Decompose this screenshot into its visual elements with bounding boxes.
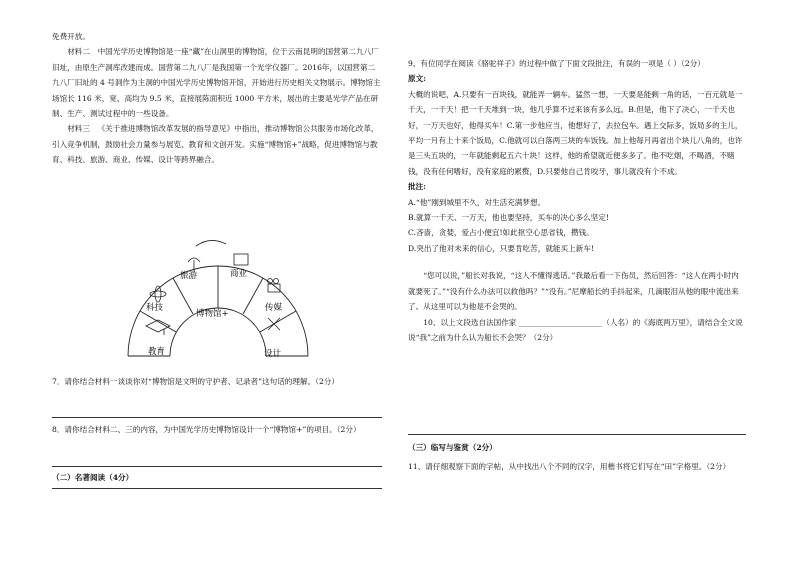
original-text: 大概的说吧，A.只要有一百块钱，就能弄一辆车。猛然一想，一天要是能剩一角的话，一百元就是一千天，一千天！把一千天堆到一块，他几乎算不过来该有多么远。B.但是，他下了决心，一千天也好，一万天也好，他得买车！C.第一步他应当，他想好了，去拉包车。遇上交际多，饭局多的主儿，平均一月有上十来个饭局，C.他就可以白落两三块的车饭钱。加上他每月再省出个块儿八角的，也许是三头五块的，一年就能剩起五六十块！这样，他的希望就近便多多了。他不吃烟，不喝酒，不赌钱，没有任何嗜好，没有家庭的累赘，D.只要他自己肯咬牙，事儿就没有个不成。 — [408, 89, 743, 176]
segment-tourism: 旅游 — [180, 271, 198, 281]
right-column — [408, 0, 746, 345]
question-7: 7．请你结合材料一谈谈你对“博物馆是文明的守护者、记录者”这句话的理解。（2分） — [52, 377, 339, 386]
section-3-heading: （三）临写与鉴赏（2分） — [408, 443, 497, 452]
original-text-label: 原文: — [408, 74, 426, 84]
pencil-ruler-icon — [268, 318, 280, 330]
segment-design: 设计 — [264, 349, 282, 359]
material-3-label: 材料三 — [67, 124, 90, 134]
segment-education: 教育 — [148, 347, 166, 357]
diagram-center: 博物馆+ — [196, 309, 229, 319]
annotation-d: D.突出了他对未来的信心，只要肯吃苦，就能买上新车! — [408, 243, 594, 253]
section-divider — [52, 488, 382, 489]
material-2 — [52, 44, 382, 121]
question-10: 10、以上文段选自法国作家 ______________________（人名）的《海底两万里》，请结合全文说说“我”之前为什么认为船长不会哭？（2分） — [408, 317, 743, 342]
question-9: 9、有位同学在阅读《骆驼祥子》的过程中做了下面文段批注，有误的一项是（ ）（2分） — [408, 59, 705, 68]
material-3-text: 《关于推进博物馆改革发展的指导意见》中指出，推动博物馆公共服务市场化改革，引入竞争机制，鼓励社会力量参与展览、教育和文创开发。实施“博物馆+”战略，促进博物馆与教育、科技、旅游、商业、传媒、设计等跨界融合。 — [52, 124, 379, 165]
segment-commerce: 商业 — [230, 269, 248, 279]
section-2-heading: （二）名著阅读（4分） — [52, 473, 134, 482]
annotation-b: B.就算一千天、一万天，他也要坚持，买车的决心多么坚定! — [408, 213, 609, 223]
material-2-text: 中国光学历史博物馆是一座“藏”在山洞里的博物馆，位于云南昆明的国营第二九八厂旧址，由原生产洞库改建而成。国营第二九八厂是我国第一个光学仪器厂。2016年，以国营第二九八厂旧址的 4 号洞作为主洞的中国光学历史博物馆开馆，开始进行历史相关文物展示。博物馆主场馆长 116 米，宽、高均为 9.5 米，直接展陈面积近 1000 平方米，展出的主要是光学产品在研制、生产、测试过程中的一些设备。 — [52, 47, 381, 119]
question-11: 11、请仔细观察下面的字帖，从中找出八个不同的汉字，用楷书将它们写在“田”字格里。（2分） — [408, 462, 731, 471]
annotation-label: 批注: — [408, 182, 426, 192]
annotation-a: A.“他”刚到城里不久，对生活充满梦想。 — [408, 197, 546, 207]
answer-line-8[interactable] — [52, 466, 382, 467]
material-3 — [52, 121, 382, 167]
segment-technology: 科技 — [146, 303, 164, 313]
annotation-c: C.吝啬，贪婪，爱占小便宜!如此抠空心思省钱，攒钱。 — [408, 228, 594, 238]
quote-passage: “您可以说，”船长对我说，“这人不懂得逃话。”我最后看一下伤员，然后回答：“这人在两小时内就要死了。”“没有什么办法可以救他吗？”“没有。”尼摩船长的手抖起来，几滴眼泪从他的眼中流出来了。从这里可以为他是不会哭的。 — [408, 271, 739, 312]
museum-plus-diagram — [118, 226, 318, 366]
answer-line-7[interactable] — [52, 417, 382, 418]
material-2-label: 材料二 — [67, 47, 90, 57]
segment-media: 传媒 — [265, 303, 283, 313]
question-8: 8．请你结合材料二、三的内容，为中国光学历史博物馆设计一个“博物馆+”的项目。（2分） — [52, 425, 361, 434]
left-column — [52, 0, 382, 168]
paragraph-top: 免费开放。 — [52, 32, 90, 41]
tv-icon — [234, 254, 248, 265]
graduation-cap-icon — [146, 320, 170, 335]
answer-line-10[interactable] — [408, 434, 746, 435]
palm-tree-icon — [188, 258, 200, 272]
